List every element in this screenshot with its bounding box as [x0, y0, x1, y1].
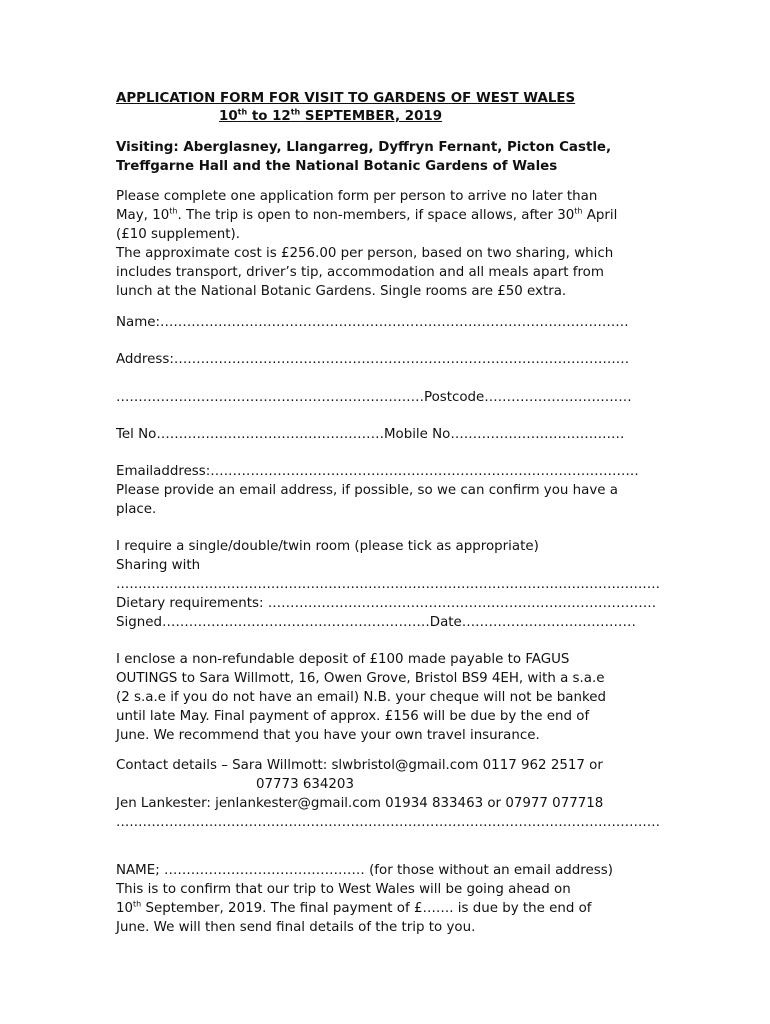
confirm-line-3b: September, 2019. The final payment of £……. is due by the end of	[141, 901, 592, 916]
deposit-line-5: June. We recommend that you have your own travel insurance.	[116, 728, 540, 743]
intro-line-5: includes transport, driver’s tip, accommodation and all meals apart from	[116, 265, 604, 280]
visiting-line-2: Treffgarne Hall and the National Botanic Gardens of Wales	[116, 159, 558, 174]
address-postcode-field[interactable]: ……………………………………………………………Postcode……………………………	[116, 390, 632, 405]
dietary-field[interactable]: Dietary requirements: ……………………………………………………………………………	[116, 596, 657, 611]
intro-line-2a: May, 10	[116, 208, 170, 223]
intro-suffix-1: th	[169, 206, 178, 216]
confirm-line-4: June. We will then send final details of the trip to you.	[116, 920, 476, 935]
confirm-date-suffix: th	[133, 899, 142, 909]
contact-line-2: 07773 634203	[256, 777, 354, 792]
intro-suffix-2: th	[574, 206, 583, 216]
date-to: to 12	[247, 109, 291, 124]
email-note-line-2: place.	[116, 502, 157, 517]
visiting-line-1: Visiting: Aberglasney, Llangarreg, Dyffryn Fernant, Picton Castle,	[116, 140, 612, 155]
confirm-line-3	[116, 900, 592, 919]
signed-date-field[interactable]: Signed……………………………………………………Date…………………………………	[116, 615, 636, 630]
email-note-line-1: Please provide an email address, if possible, so we can confirm you have a	[116, 483, 618, 498]
room-type-line[interactable]: I require a single/double/twin room (please tick as appropriate)	[116, 539, 539, 554]
intro-line-6: lunch at the National Botanic Gardens. Single rooms are £50 extra.	[116, 284, 567, 299]
deposit-line-1: I enclose a non-refundable deposit of £100 made payable to FAGUS	[116, 652, 570, 667]
date-end-suffix: th	[290, 107, 301, 117]
deposit-line-3: (2 s.a.e if you do not have an email) N.B. your cheque will not be banked	[116, 690, 607, 705]
confirm-name-field[interactable]: NAME; ……………………………………… (for those without an email address)	[116, 863, 613, 878]
intro-line-3: (£10 supplement).	[116, 227, 240, 242]
email-field[interactable]: Emailaddress:……………………………………………………………………………………	[116, 464, 639, 479]
name-field[interactable]: Name:……………………………………………………………………………………………	[116, 315, 629, 330]
deposit-line-2: OUTINGS to Sara Willmott, 16, Owen Grove, Bristol BS9 4EH, with a s.a.e	[116, 671, 605, 686]
date-start-suffix: th	[237, 107, 248, 117]
form-title: APPLICATION FORM FOR VISIT TO GARDENS OF WEST WALES	[116, 91, 576, 106]
date-start: 10	[219, 109, 238, 124]
intro-line-1: Please complete one application form per person to arrive no later than	[116, 189, 598, 204]
date-month-year: SEPTEMBER, 2019	[300, 109, 443, 124]
separator-dots: ……………………………………………………………………………………………………………	[116, 815, 661, 830]
intro-line-2c: April	[582, 208, 618, 223]
confirm-date: 10	[116, 901, 134, 916]
deposit-line-4: until late May. Final payment of approx. £156 will be due by the end of	[116, 709, 590, 724]
intro-line-2b: . The trip is open to non-members, if space allows, after 30	[177, 208, 575, 223]
tel-mobile-field[interactable]: Tel No……………………………………………Mobile No…………………………………	[116, 427, 625, 442]
intro-line-4: The approximate cost is £256.00 per person, based on two sharing, which	[116, 246, 614, 261]
address-field[interactable]: Address:…………………………………………………………………………………………	[116, 352, 630, 367]
contact-line-3: Jen Lankester: jenlankester@gmail.com 01934 833463 or 07977 077718	[116, 796, 604, 811]
sharing-with-field[interactable]: ……………………………………………………………………………………………………………	[116, 577, 661, 592]
trip-dates	[219, 108, 442, 127]
sharing-with-label: Sharing with	[116, 558, 201, 573]
contact-line-1: Contact details – Sara Willmott: slwbristol@gmail.com 0117 962 2517 or	[116, 758, 603, 773]
intro-line-2	[116, 207, 617, 226]
confirm-line-2: This is to confirm that our trip to West Wales will be going ahead on	[116, 882, 571, 897]
